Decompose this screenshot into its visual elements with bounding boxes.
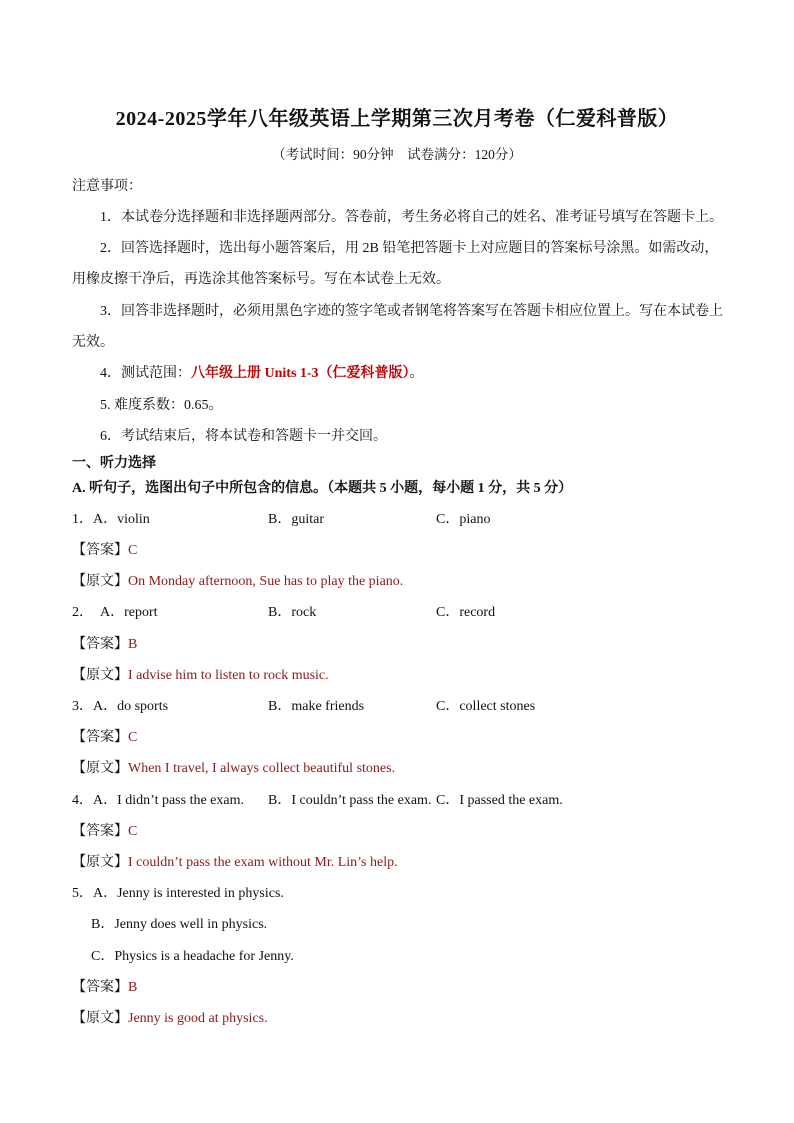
- original-text: When I travel, I always collect beautiful stones.: [128, 761, 396, 776]
- page-title: 2024-2025学年八年级英语上学期第三次月考卷（仁爱科普版）: [115, 108, 679, 130]
- original-tag: 【原文】: [72, 574, 128, 589]
- q5-option-c: C．Physics is a headache for Jenny.: [91, 949, 294, 964]
- notice-2: 2．回答选择题时，选出每小题答案后，用 2B 铅笔把答题卡上对应题目的答案标号涂黑。如需改动，: [100, 241, 719, 256]
- q1-answer: [72, 539, 137, 559]
- notice-1: 1．本试卷分选择题和非选择题两部分。答卷前，考生务必将自己的姓名、准考证号填写在答题卡上。: [100, 210, 723, 225]
- answer-value: C: [128, 543, 138, 558]
- notice-2-cont: 用橡皮擦干净后，再选涂其他答案标号。写在本试卷上无效。: [72, 272, 450, 287]
- q3-original: [72, 757, 395, 777]
- q2-original: [72, 664, 329, 684]
- answer-tag: 【答案】: [72, 730, 128, 745]
- q5-option-a: 5．A．Jenny is interested in physics.: [72, 886, 284, 901]
- question-4: [72, 789, 244, 809]
- q5-answer: [72, 976, 137, 996]
- test-scope: 八年级上册 Units 1-3（仁爱科普版）: [191, 366, 410, 381]
- q4-answer: [72, 820, 137, 840]
- original-tag: 【原文】: [72, 668, 128, 683]
- answer-value: B: [128, 637, 138, 652]
- section-a-instruction: A. 听句子，选图出句子中所包含的信息。（本题共 5 小题，每小题 1 分，共 5 分）: [72, 481, 573, 496]
- q2-option-c: C．record: [436, 605, 496, 620]
- notice-4-suffix: 。: [409, 366, 424, 381]
- q4-original: [72, 851, 398, 871]
- notice-3-cont: 无效。: [72, 335, 114, 350]
- original-tag: 【原文】: [72, 761, 128, 776]
- notice-3: 3．回答非选择题时，必须用黑色字迹的签字笔或者钢笔将答案写在答题卡相应位置上。写在本试卷上: [100, 304, 723, 319]
- answer-value: C: [128, 824, 138, 839]
- q3-answer: [72, 726, 137, 746]
- original-text: I couldn’t pass the exam without Mr. Lin’s help.: [128, 855, 398, 870]
- exam-info: （考试时间：90分钟 试卷满分：120分）: [272, 147, 522, 162]
- q3-option-c: C．collect stones: [436, 699, 536, 714]
- answer-tag: 【答案】: [72, 980, 128, 995]
- q2-option-b: B．rock: [268, 605, 317, 620]
- q2-option-a: 2． A．report: [72, 605, 158, 620]
- notice-4: [100, 362, 424, 382]
- answer-tag: 【答案】: [72, 637, 128, 652]
- question-2: [72, 601, 158, 621]
- q4-option-a: 4．A．I didn’t pass the exam.: [72, 793, 244, 808]
- q3-option-b: B．make friends: [268, 699, 365, 714]
- section-heading: 一、听力选择: [72, 456, 156, 471]
- notice-heading: 注意事项：: [72, 179, 142, 194]
- original-tag: 【原文】: [72, 1011, 128, 1026]
- q2-answer: [72, 633, 137, 653]
- notice-6: 6．考试结束后，将本试卷和答题卡一并交回。: [100, 429, 387, 444]
- notice-5: 5. 难度系数：0.65。: [100, 398, 223, 413]
- q1-original: [72, 570, 403, 590]
- original-text: Jenny is good at physics.: [128, 1011, 268, 1026]
- q1-option-b: B．guitar: [268, 512, 324, 527]
- q1-option-c: C．piano: [436, 512, 491, 527]
- notice-4-prefix: 4．测试范围：: [100, 366, 191, 381]
- q3-option-a: 3．A．do sports: [72, 699, 169, 714]
- original-text: I advise him to listen to rock music.: [128, 668, 329, 683]
- q4-option-b: B．I couldn’t pass the exam.: [268, 793, 432, 808]
- q1-option-a: 1．A．violin: [72, 512, 150, 527]
- q5-option-b: B．Jenny does well in physics.: [91, 917, 268, 932]
- answer-value: B: [128, 980, 138, 995]
- q5-original: [72, 1007, 268, 1027]
- question-3: [72, 695, 168, 715]
- original-tag: 【原文】: [72, 855, 128, 870]
- answer-tag: 【答案】: [72, 824, 128, 839]
- original-text: On Monday afternoon, Sue has to play the piano.: [128, 574, 404, 589]
- answer-tag: 【答案】: [72, 543, 128, 558]
- question-1: [72, 508, 150, 528]
- answer-value: C: [128, 730, 138, 745]
- q4-option-c: C．I passed the exam.: [436, 793, 563, 808]
